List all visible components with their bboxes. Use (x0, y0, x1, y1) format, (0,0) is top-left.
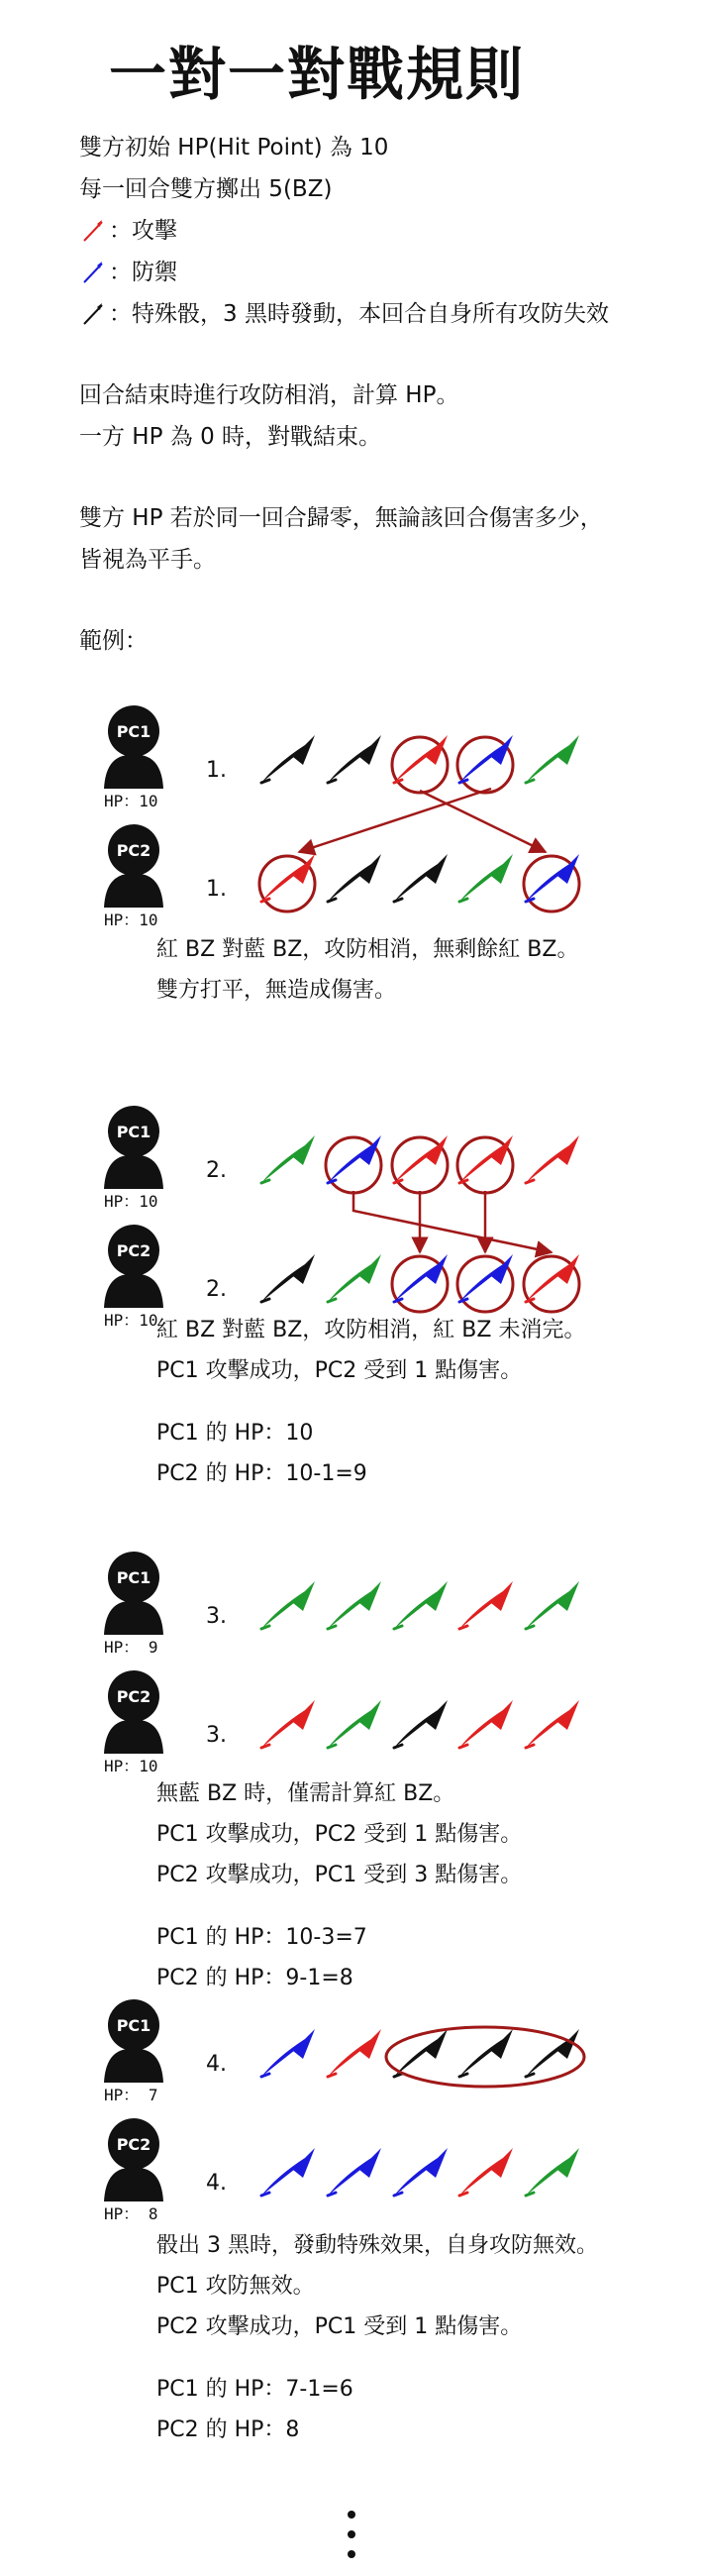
black-bz-icon (328, 854, 381, 902)
end-rule: 一方 HP 為 0 時，對戰結束。 (79, 424, 382, 450)
black-bz-icon (328, 735, 381, 783)
explanation-line: 紅 BZ 對藍 BZ，攻防相消，紅 BZ 未消完。 (156, 1318, 586, 1342)
green-bz-icon (328, 1700, 381, 1748)
black-bz-icon (261, 735, 315, 783)
explanation-line: 骰出 3 黑時，發動特殊效果，自身攻防無效。 (156, 2233, 598, 2258)
player-avatar-pc2 (104, 1225, 163, 1330)
round-explanation (156, 2225, 691, 2450)
green-bz-icon (261, 1135, 315, 1183)
blue-bz-icon (394, 2148, 448, 2196)
round-number: 1. (206, 758, 227, 783)
blue-bz-icon (328, 2148, 381, 2196)
hp-result-line: PC2 的 HP：9-1=8 (156, 1966, 353, 1990)
round-explanation (156, 929, 691, 1011)
black-bz-icon (394, 1700, 448, 1748)
hp-result-line: PC1 的 HP：7-1=6 (156, 2377, 353, 2402)
player-avatar-pc1 (104, 1999, 163, 2104)
calc-rule: 回合結束時進行攻防相消，計算 HP。 (79, 382, 459, 408)
legend-attack-label: ：攻擊 (109, 218, 177, 244)
player-avatar-pc1 (104, 1106, 163, 1211)
round-number: 3. (206, 1723, 227, 1748)
hp-result-line: PC2 的 HP：8 (156, 2417, 300, 2442)
dice-roll-rule: 每一回合雙方擲出 5(BZ) (79, 176, 333, 202)
red-bz-icon (459, 1581, 513, 1629)
player-hp-label: HP：10 (104, 1757, 158, 1775)
player-hp-label: HP：10 (104, 911, 158, 929)
green-bz-icon (394, 1581, 448, 1629)
green-bz-icon (526, 1581, 579, 1629)
tie-rule-line1: 雙方 HP 若於同一回合歸零，無論該回合傷害多少， (79, 505, 603, 531)
player-name-label: PC1 (116, 1123, 151, 1141)
red-bz-icon (459, 1700, 513, 1748)
explanation-line: 紅 BZ 對藍 BZ，攻防相消，無剩餘紅 BZ。 (156, 937, 579, 962)
hp-result-line: PC2 的 HP：10-1=9 (156, 1461, 367, 1486)
player-name-label: PC1 (116, 722, 151, 741)
round-number: 4. (206, 2052, 227, 2077)
explanation-line: 雙方打平，無造成傷害。 (156, 978, 397, 1003)
blue-bz-icon (261, 2148, 315, 2196)
red-bz-icon (526, 1700, 579, 1748)
player-hp-label: HP： 9 (104, 1638, 158, 1657)
player-hp-label: HP：10 (104, 1192, 158, 1211)
green-bz-icon (261, 1581, 315, 1629)
player-name-label: PC1 (116, 2016, 151, 2035)
hp-result-line: PC1 的 HP：10 (156, 1421, 314, 1446)
tie-rule-line2: 皆視為平手。 (79, 547, 216, 573)
legend-special-label: ：特殊骰，3 黑時發動，本回合自身所有攻防失效 (109, 301, 609, 327)
example-label: 範例： (79, 628, 148, 654)
red-bz-icon (526, 1135, 579, 1183)
blue-bz-icon (261, 2029, 315, 2077)
explanation-line: 無藍 BZ 時，僅需計算紅 BZ。 (156, 1781, 455, 1806)
black-bz-icon (394, 2029, 448, 2077)
player-avatar-pc2 (104, 824, 163, 929)
player-name-label: PC2 (116, 1241, 151, 1260)
round-number: 2. (206, 1277, 227, 1302)
round-number: 4. (206, 2171, 227, 2196)
player-avatar-pc1 (104, 1552, 163, 1657)
offset-arrow (353, 1191, 552, 1252)
green-bz-icon (328, 1254, 381, 1302)
offset-arrow (420, 791, 546, 852)
explanation-line: PC1 攻擊成功，PC2 受到 1 點傷害。 (156, 1822, 523, 1847)
player-name-label: PC1 (116, 1568, 151, 1587)
player-name-label: PC2 (116, 2135, 151, 2154)
explanation-line: PC1 攻防無效。 (156, 2274, 315, 2299)
hp-result-line: PC1 的 HP：10-3=7 (156, 1925, 367, 1950)
red-bz-icon (328, 2029, 381, 2077)
explanation-line: PC1 攻擊成功，PC2 受到 1 點傷害。 (156, 1358, 523, 1383)
green-bz-icon (526, 735, 579, 783)
player-avatar-pc2 (104, 1670, 163, 1775)
green-bz-icon (459, 854, 513, 902)
round-number: 2. (206, 1158, 227, 1183)
black-bz-icon (261, 1254, 315, 1302)
page-title: 一對一對戰規則 (109, 41, 526, 108)
explanation-line: PC2 攻擊成功，PC1 受到 3 點傷害。 (156, 1863, 523, 1887)
initial-hp-rule: 雙方初始 HP(Hit Point) 為 10 (79, 135, 389, 161)
red-bz-icon (261, 1700, 315, 1748)
round-number: 1. (206, 877, 227, 902)
player-hp-label: HP：10 (104, 1311, 158, 1330)
continuation-dots (348, 2511, 355, 2558)
player-hp-label: HP： 8 (104, 2204, 158, 2223)
black-bz-icon (394, 854, 448, 902)
offset-arrow (299, 789, 491, 852)
round-explanation (156, 1310, 691, 1494)
green-bz-icon (328, 1581, 381, 1629)
player-name-label: PC2 (116, 841, 151, 860)
player-avatar-pc2 (104, 2118, 163, 2223)
player-avatar-pc1 (104, 705, 163, 810)
player-name-label: PC2 (116, 1687, 151, 1706)
explanation-line: PC2 攻擊成功，PC1 受到 1 點傷害。 (156, 2314, 523, 2339)
black-bz-icon (459, 2029, 513, 2077)
round-number: 3. (206, 1604, 227, 1629)
player-hp-label: HP： 7 (104, 2086, 158, 2104)
round-explanation (156, 1773, 691, 1998)
red-bz-icon (459, 2148, 513, 2196)
legend-defense-label: ：防禦 (109, 260, 177, 285)
green-bz-icon (526, 2148, 579, 2196)
player-hp-label: HP：10 (104, 792, 158, 810)
